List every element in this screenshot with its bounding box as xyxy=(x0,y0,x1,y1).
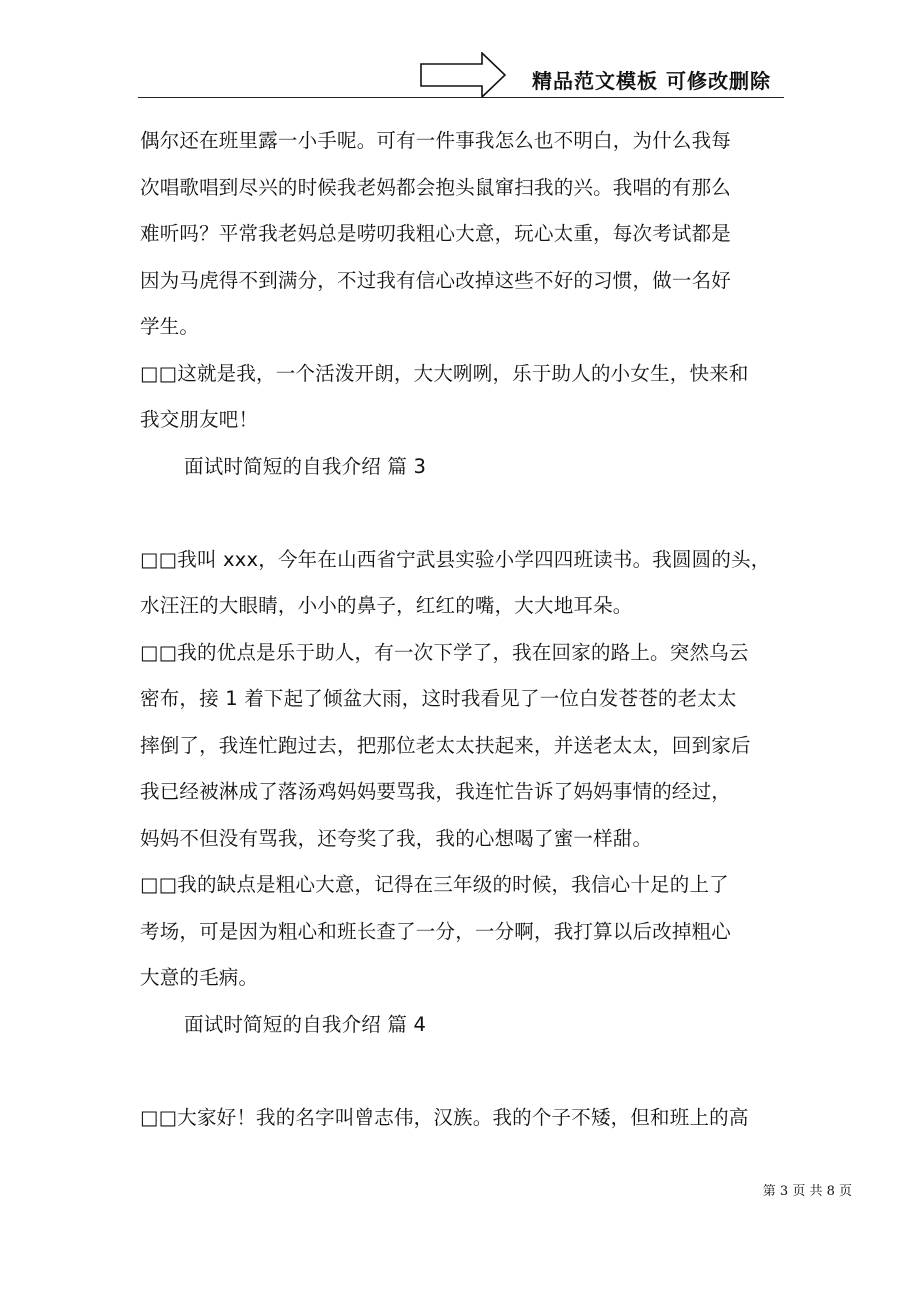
paragraph-line: 因为马虎得不到满分，不过我有信心改掉这些不好的习惯，做一名好 xyxy=(140,268,732,292)
section-heading: 面试时简短的自我介绍 篇 3 xyxy=(184,454,427,478)
paragraph-line: □□这就是我，一个活泼开朗，大大咧咧，乐于助人的小女生，快来和 xyxy=(140,361,749,385)
paragraph-line: 我已经被淋成了落汤鸡妈妈要骂我，我连忙告诉了妈妈事情的经过， xyxy=(140,780,732,803)
page-number: 第 3 页 共 8 页 xyxy=(762,1184,852,1199)
paragraph-line: 妈妈不但没有骂我，还夸奖了我，我的心想喝了蜜一样甜。 xyxy=(140,826,653,850)
section-heading: 面试时简短的自我介绍 篇 4 xyxy=(184,1012,427,1036)
paragraph-line: 水汪汪的大眼睛，小小的鼻子，红红的嘴，大大地耳朵。 xyxy=(140,594,633,617)
paragraph-line: □□大家好！我的名字叫曾志伟，汉族。我的个子不矮，但和班上的高 xyxy=(140,1105,749,1129)
paragraph-line: 密布，接 1 着下起了倾盆大雨，这时我看见了一位白发苍苍的老太太 xyxy=(140,687,737,710)
paragraph-line: 我交朋友吧！ xyxy=(140,408,259,431)
paragraph-line: □□我的缺点是粗心大意，记得在三年级的时候，我信心十足的上了 xyxy=(140,873,729,896)
paragraph-line: 大意的毛病。 xyxy=(140,966,259,989)
blank-line xyxy=(140,1048,790,1095)
paragraph-line: 难听吗？平常我老妈总是唠叨我粗心大意，玩心太重，每次考试都是 xyxy=(140,222,732,245)
paragraph-line: 次唱歌唱到尽兴的时候我老妈都会抱头鼠窜扫我的兴。我唱的有那么 xyxy=(140,175,732,199)
header-divider xyxy=(138,97,784,98)
paragraph-line: □□我的优点是乐于助人，有一次下学了，我在回家的路上。突然乌云 xyxy=(140,640,749,664)
blank-line xyxy=(140,490,790,537)
paragraph-line: 摔倒了，我连忙跑过去，把那位老太太扶起来，并送老太太，回到家后 xyxy=(140,733,751,757)
arrow-right-icon xyxy=(420,52,506,98)
document-body xyxy=(140,118,790,1141)
paragraph-line: 学生。 xyxy=(140,315,200,338)
paragraph-line: □□我叫 xxx，今年在山西省宁武县实验小学四四班读书。我圆圆的头， xyxy=(140,547,771,571)
paragraph-line: 考场，可是因为粗心和班长查了一分，一分啊，我打算以后改掉粗心 xyxy=(140,919,732,943)
page-header xyxy=(0,0,920,100)
paragraph-line: 偶尔还在班里露一小手呢。可有一件事我怎么也不明白，为什么我每 xyxy=(140,129,732,152)
header-title: 精品范文模板 可修改删除 xyxy=(532,69,771,93)
